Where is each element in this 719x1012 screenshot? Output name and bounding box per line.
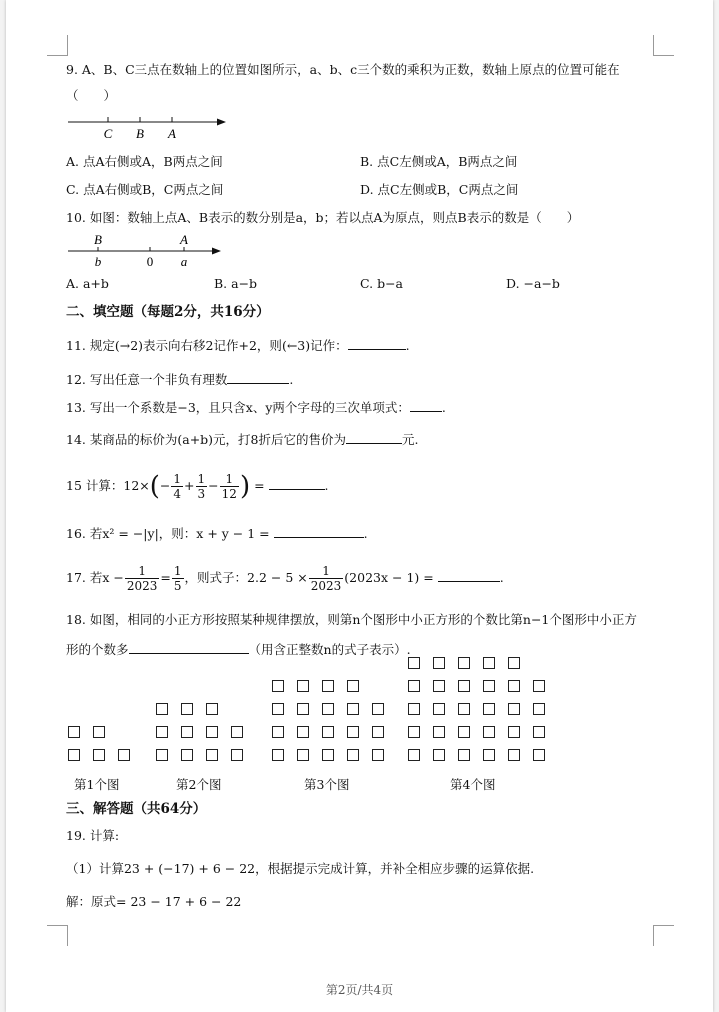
q15: 15 计算：12×(− $\frac{1}{4}$ + $\frac{1}{3}$ − $\frac{1}{12}$ ) = . xyxy=(66,471,329,502)
small-square xyxy=(93,726,105,738)
q11-text-b: 表示向右移2记作+2，则 xyxy=(143,338,282,353)
q9-axis-label-a: A xyxy=(168,126,176,141)
q10-number-line xyxy=(66,230,236,270)
q14-text-a: 14. 某商品的标价为 xyxy=(66,432,178,447)
q15-fraction-2: $\frac{1}{3}$ xyxy=(197,472,206,501)
small-square xyxy=(458,657,470,669)
q18-caption-1: 第1个图 xyxy=(74,777,120,792)
small-square xyxy=(347,680,359,692)
small-square xyxy=(433,749,445,761)
q11-end: . xyxy=(405,338,410,353)
q16-answer-blank[interactable] xyxy=(274,524,364,538)
q9-answer-paren: （ ） xyxy=(66,88,117,103)
q17-fraction-1: $\frac{1}{2023}$ xyxy=(126,564,158,593)
small-square xyxy=(458,726,470,738)
small-square xyxy=(297,680,309,692)
small-square xyxy=(322,703,334,715)
small-square xyxy=(458,749,470,761)
q17-text-c: ，则式子：2.2 − 5 × xyxy=(184,570,308,585)
q15-fraction-3: $\frac{1}{12}$ xyxy=(221,472,237,501)
q18-text-a: 形的个数多 xyxy=(66,642,129,657)
small-square xyxy=(272,703,284,715)
small-square xyxy=(372,749,384,761)
q17-fraction-3: $\frac{1}{2023}$ xyxy=(310,564,342,593)
small-square xyxy=(483,703,495,715)
q17-text-b: = xyxy=(160,570,171,585)
small-square xyxy=(458,703,470,715)
small-square xyxy=(206,726,218,738)
small-square xyxy=(93,749,105,761)
small-square xyxy=(508,680,520,692)
small-square xyxy=(347,726,359,738)
small-square xyxy=(118,749,130,761)
q12-end: . xyxy=(289,372,294,387)
small-square xyxy=(508,726,520,738)
q10-option-c: C. b−a xyxy=(360,276,403,291)
q10-option-b: B. a−b xyxy=(214,276,258,291)
small-square xyxy=(231,749,243,761)
small-square xyxy=(508,749,520,761)
small-square xyxy=(68,726,80,738)
small-square xyxy=(297,726,309,738)
small-square xyxy=(347,703,359,715)
crop-mark-top-right xyxy=(653,35,674,56)
crop-mark-top-left xyxy=(47,35,68,56)
q10-axis-label-zero: 0 xyxy=(146,254,154,269)
q14-text-b: 元，打8折后它的售价为 xyxy=(213,432,347,447)
q14 xyxy=(66,430,419,448)
small-square xyxy=(433,680,445,692)
small-square xyxy=(156,749,168,761)
small-square xyxy=(533,703,545,715)
q17-text-d: (2023x − 1) = xyxy=(344,570,434,585)
q10-stem: 10. 如图：数轴上点A、B表示的数分别是a，b；若以点A为原点，则点B表示的数是（ ） xyxy=(66,210,580,225)
small-square xyxy=(408,680,420,692)
small-square xyxy=(433,726,445,738)
q18-stem-line-2 xyxy=(66,640,411,658)
q17 xyxy=(66,560,504,596)
small-square xyxy=(533,680,545,692)
q19-part-1: （1）计算23 + (−17) + 6 − 22，根据提示完成计算，并补全相应步骤的运算依据. xyxy=(66,861,535,876)
section-2-heading: 二、填空题（每题2分，共16分） xyxy=(66,304,270,320)
page-footer: 第2页/共4页 xyxy=(325,983,394,997)
small-square xyxy=(533,749,545,761)
q11-paren-2: (←3) xyxy=(281,338,311,353)
small-square xyxy=(322,726,334,738)
q18-caption-3: 第3个图 xyxy=(304,777,350,792)
q18-answer-blank[interactable] xyxy=(129,640,249,654)
small-square xyxy=(372,703,384,715)
q9-option-c: C. 点A右侧或B，C两点之间 xyxy=(66,182,224,197)
small-square xyxy=(483,726,495,738)
small-square xyxy=(206,703,218,715)
small-square xyxy=(433,703,445,715)
small-square xyxy=(156,703,168,715)
small-square xyxy=(408,749,420,761)
q18-text-b: （用含正整数n的式子表示）. xyxy=(248,642,411,657)
q10-axis-label-a-lower: a xyxy=(180,254,188,269)
q16-end: . xyxy=(363,526,368,541)
small-square xyxy=(372,726,384,738)
q12 xyxy=(66,370,293,388)
q15-paren-left: ( xyxy=(149,471,160,502)
small-square xyxy=(181,726,193,738)
q13-answer-blank[interactable] xyxy=(410,398,442,412)
q9-axis-label-c: C xyxy=(103,126,113,141)
small-square xyxy=(483,749,495,761)
q13 xyxy=(66,398,446,416)
q15-paren-right: ) xyxy=(239,471,251,502)
q13-text: 13. 写出一个系数是−3，且只含x、y两个字母的三次单项式： xyxy=(66,400,410,415)
q9-axis-label-b: B xyxy=(136,126,144,141)
small-square xyxy=(408,703,420,715)
small-square xyxy=(156,726,168,738)
q17-text-a: 17. 若x − xyxy=(66,570,124,585)
q15-fraction-1: $\frac{1}{4}$ xyxy=(173,472,182,501)
q10-option-a: A. a+b xyxy=(66,276,109,291)
q10-axis-label-a-upper: A xyxy=(180,232,188,247)
small-square xyxy=(408,726,420,738)
section-3-heading: 三、解答题（共64分） xyxy=(66,801,207,817)
q14-paren: (a+b) xyxy=(177,432,214,447)
q18-caption-2: 第2个图 xyxy=(176,777,222,792)
small-square xyxy=(206,749,218,761)
small-square xyxy=(322,680,334,692)
q9-option-d: D. 点C左侧或B，C两点之间 xyxy=(360,182,519,197)
q17-answer-blank[interactable] xyxy=(438,568,500,582)
q19-title: 19. 计算: xyxy=(66,828,120,843)
q15-answer-blank[interactable] xyxy=(269,476,325,490)
small-square xyxy=(297,749,309,761)
q10-axis-label-b-upper: B xyxy=(94,232,102,247)
q9-option-a: A. 点A右侧或A，B两点之间 xyxy=(66,154,223,169)
q17-end: . xyxy=(499,570,504,585)
q18-stem-line-1: 18. 如图，相同的小正方形按照某种规律摆放，则第n个图形中小正方形的个数比第n−1个图形中小正方 xyxy=(66,612,637,627)
small-square xyxy=(433,657,445,669)
q11-text-c: 记作： xyxy=(310,338,348,353)
small-square xyxy=(272,749,284,761)
q16 xyxy=(66,524,368,542)
small-square xyxy=(533,726,545,738)
small-square xyxy=(508,703,520,715)
crop-mark-bottom-left xyxy=(47,925,68,946)
small-square xyxy=(68,749,80,761)
small-square xyxy=(347,749,359,761)
small-square xyxy=(483,657,495,669)
q14-text-c: 元. xyxy=(402,432,419,447)
small-square xyxy=(508,657,520,669)
q10-axis-label-b-lower: b xyxy=(94,254,102,269)
q12-answer-blank[interactable] xyxy=(227,370,289,384)
q15-text: 15 计算：12× xyxy=(66,478,150,493)
q14-answer-blank[interactable] xyxy=(346,430,402,444)
q9-stem: 9. A、B、C三点在数轴上的位置如图所示，a、b、c三个数的乘积为正数，数轴上原点的位置可能在 xyxy=(66,62,620,77)
small-square xyxy=(181,703,193,715)
small-square xyxy=(272,726,284,738)
small-square xyxy=(272,680,284,692)
small-square xyxy=(458,680,470,692)
q19-solution: 解：原式= 23 − 17 + 6 − 22 xyxy=(66,894,242,909)
q17-fraction-2: $\frac{1}{5}$ xyxy=(173,564,182,593)
q9-option-b: B. 点C左侧或A，B两点之间 xyxy=(360,154,518,169)
small-square xyxy=(322,749,334,761)
q11-text-a: 11. 规定 xyxy=(66,338,115,353)
small-square xyxy=(297,703,309,715)
q10-option-d: D. −a−b xyxy=(506,276,560,291)
q12-text: 12. 写出任意一个非负有理数 xyxy=(66,372,228,387)
q9-number-line xyxy=(66,110,236,144)
q13-end: . xyxy=(441,400,446,415)
small-square xyxy=(408,657,420,669)
small-square xyxy=(483,680,495,692)
small-square xyxy=(181,749,193,761)
q11-paren-1: (→2) xyxy=(114,338,144,353)
small-square xyxy=(231,726,243,738)
q15-end: . xyxy=(324,478,329,493)
q16-text: 16. 若x² = −|y|，则：x + y − 1 = xyxy=(66,526,270,541)
crop-mark-bottom-right xyxy=(653,925,674,946)
q11 xyxy=(66,336,410,354)
q18-caption-4: 第4个图 xyxy=(450,777,496,792)
q11-answer-blank[interactable] xyxy=(348,336,406,350)
